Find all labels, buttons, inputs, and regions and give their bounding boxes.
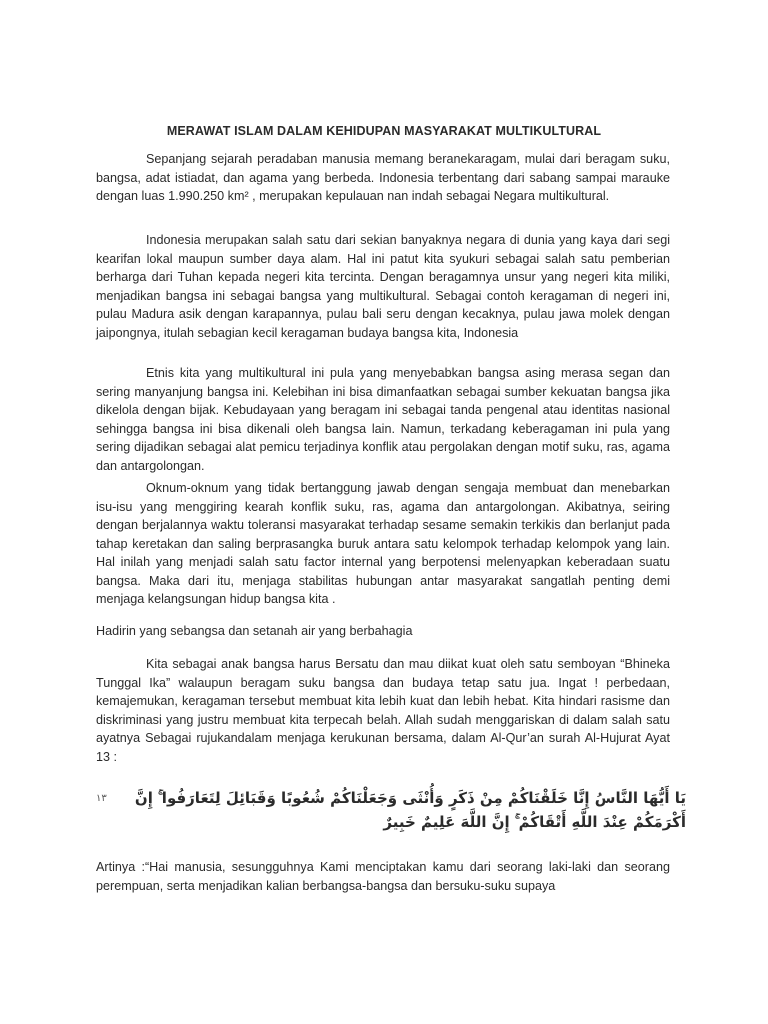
paragraph-5 <box>96 655 670 766</box>
paragraph-4-text: Oknum-oknum yang tidak bertanggung jawab dengan sengaja membuat dan menebarkan isu-isu yang menggiring kearah konflik suku, ras, agama dan antargolongan. Akibatnya, seiring dengan berjalannya waktu toleransi masyarakat terhadap sesame semakin terkikis dan berlanjut pada tahap keretakan dan saling berprasangka buruk antara satu kelompok terhadap kelompok yang lain. Hal inilah yang menjadi salah satu factor internal yang berpotensi melenyapkan keberadaan suatu bangsa. Maka dari itu, menjaga stabilitas hubungan antar masyarakat sangatlah penting demi menjaga kelangsungan hidup bangsa kita . <box>96 481 670 606</box>
section-heading: Hadirin yang sebangsa dan setanah air yang berbahagia <box>96 624 413 638</box>
paragraph-4 <box>96 479 670 609</box>
document-title: MERAWAT ISLAM DALAM KEHIDUPAN MASYARAKAT MULTIKULTURAL <box>166 124 602 138</box>
paragraph-2-text: Indonesia merupakan salah satu dari sekian banyaknya negara di dunia yang kaya dari segi kearifan lokal maupun sumber daya alam. Hal ini patut kita syukuri sebagai salah satu pemberian berharga dari Tuhan kepada negeri kita tercinta. Dengan beragamnya unsur yang negeri kita miliki, menjadikan bangsa ini sebagai bangsa yang multikultural. Sebagai contoh keragaman di negeri ini, pulau Madura asik dengan karapannya, pulau bali seru dengan kecaknya, pulau jawa molek dengan jaipongnya, itulah sebagian kecil keragaman budaya bangsa kita, Indonesia <box>96 233 670 340</box>
quran-verse-arabic: يَا أَيُّهَا النَّاسُ إِنَّا خَلَقْنَاكُمْ مِنْ ذَكَرٍ وَأُنْثَى وَجَعَلْنَاكُمْ شُعُوبًا وَقَبَائِلَ لِتَعَارَفُوا ۚ إِنَّ أَكْرَمَكُمْ عِنْدَ اللَّهِ أَتْقَاكُمْ ۚ إِنَّ اللَّهَ عَلِيمٌ خَبِيرٌ <box>134 789 686 831</box>
paragraph-1-text: Sepanjang sejarah peradaban manusia memang beranekaragam, mulai dari beragam suku, bangsa, adat istiadat, dan agama yang berbeda. Indonesia terbentang dari sabang sampai marauke dengan luas 1.990.250 km² , merupakan kepulauan nan indah sebagai Negara multikultural. <box>96 152 670 203</box>
paragraph-3 <box>96 364 670 475</box>
paragraph-3-text: Etnis kita yang multikultural ini pula yang menyebabkan bangsa asing merasa segan dan sering manyanjung bangsa ini. Kelebihan ini bisa dimanfaatkan sebagai sumber kekuatan bangsa jika dikelola dengan bijak. Kebudayaan yang beragam ini sebagai tanda pengenal atau identitas nasional sehingga bangsa ini bisa dikenali oleh bangsa lain. Namun, terkadang keberagaman ini pula yang sering dijadikan sebagai alat pemicu terjadinya konflik atau pergolakan dengan motif suku, ras, agama dan antargolongan. <box>96 366 670 473</box>
paragraph-2 <box>96 231 670 342</box>
paragraph-5-text: Kita sebagai anak bangsa harus Bersatu dan mau diikat kuat oleh satu semboyan “Bhineka Tunggal Ika” walaupun beragam suku bangsa dan budaya tetap satu jua. Ingat ! perbedaan, kemajemukan, keragaman tersebut membuat kita lebih kuat dan lebih hebat. Kita hindari rasisme dan diskriminasi yang justru membuat kita terpecah belah. Allah sudah menggariskan di dalam salah satu ayatnya Sebagai rujukandalam menjaga kerukunan bersama, dalam Al-Qur’an surah Al-Hujurat Ayat 13 : <box>96 657 670 764</box>
paragraph-1 <box>96 150 670 206</box>
translation-paragraph: Artinya :“Hai manusia, sesungguhnya Kami menciptakan kamu dari seorang laki-laki dan seorang perempuan, serta menjadikan kalian berbangsa-bangsa dan bersuku-suku supaya <box>96 860 670 893</box>
verse-number: ١٣ <box>96 793 107 804</box>
